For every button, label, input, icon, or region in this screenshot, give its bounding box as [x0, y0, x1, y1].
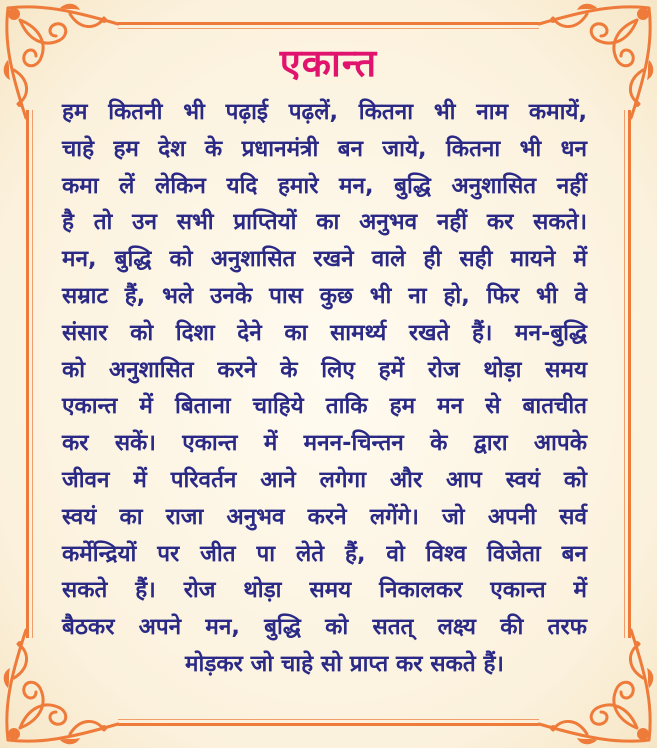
border-right — [628, 110, 631, 638]
text-line: कर्मेन्द्रियों पर जीत पा लेते हैं, वो विश्व विजेता बन — [62, 540, 587, 567]
border-right-inner — [624, 110, 625, 638]
text-line: कर सकें। एकान्त में मनन-चिन्तन के द्वारा आपके — [62, 430, 587, 457]
text-line: जीवन में परिवर्तन आने लगेगा और आप स्वयं को — [62, 466, 587, 493]
border-bottom — [118, 723, 539, 726]
text-line: कमा लें लेकिन यदि हमारे मन, बुद्धि अनुशासित नहीं — [62, 172, 587, 199]
border-top — [118, 22, 539, 25]
text-line: संसार को दिशा देने का सामर्थ्य रखते हैं। मन-बुद्धि — [62, 319, 587, 346]
text-line: सकते हैं। रोज थोड़ा समय निकालकर एकान्त में — [62, 577, 587, 604]
text-line: मन, बुद्धि को अनुशासित रखने वाले ही सही मायने में — [62, 246, 587, 273]
border-top-inner — [118, 28, 539, 29]
body-paragraph — [62, 94, 587, 683]
border-left-inner — [32, 110, 33, 638]
border-left — [26, 110, 29, 638]
text-line-last: मोड़कर जो चाहे सो प्राप्त कर सकते हैं। — [185, 650, 504, 677]
text-line: बैठकर अपने मन, बुद्धि को सतत् लक्ष्य की तरफ — [62, 614, 587, 641]
text-line: सम्राट हैं, भले उनके पास कुछ भी ना हो, फिर भी वे — [62, 282, 587, 309]
text-line: चाहे हम देश के प्रधानमंत्री बन जाये, कितना भी धन — [62, 135, 587, 162]
text-line: है तो उन सभी प्राप्तियों का अनुभव नहीं कर सकते। — [62, 209, 587, 236]
text-line: एकान्त में बिताना चाहिये ताकि हम मन से बातचीत — [62, 393, 587, 420]
text-line: स्वयं का राजा अनुभव करने लगेंगे। जो अपनी सर्व — [62, 503, 587, 530]
page-title: एकान्त — [279, 41, 378, 85]
text-line: हम कितनी भी पढ़ाई पढ़लें, कितना भी नाम कमायें, — [62, 99, 587, 125]
text-line: को अनुशासित करने के लिए हमें रोज थोड़ा समय — [62, 356, 587, 383]
border-bottom-inner — [118, 719, 539, 720]
